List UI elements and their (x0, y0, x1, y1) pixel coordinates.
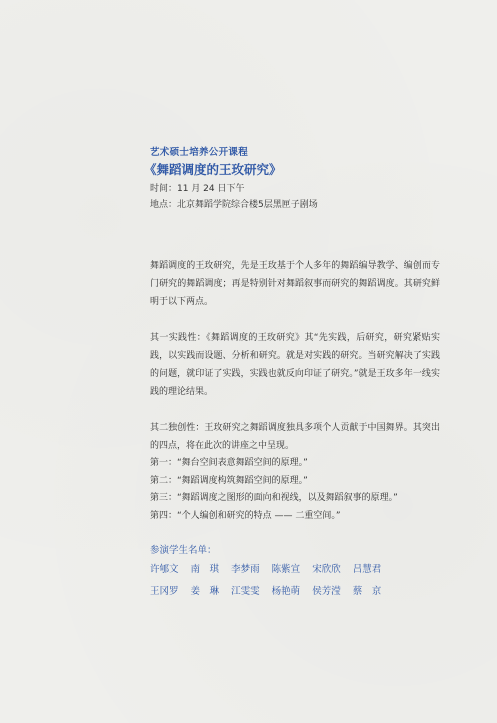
student-name: 姜 琳 (190, 586, 220, 597)
students-label: 参演学生名单： (150, 545, 217, 556)
event-time: 时间：11 月 24 日下午 (150, 184, 245, 194)
point-item: 第一：“舞台空间表意舞蹈空间的原理。” (150, 458, 308, 468)
student-name: 宋欣欣 (312, 564, 341, 575)
student-name: 许郇文 (150, 564, 179, 575)
points-list (150, 455, 440, 525)
point-item: 第三：“舞蹈调度之图形的面向和视线，以及舞蹈叙事的原理。” (150, 493, 398, 503)
student-name: 江雯雯 (231, 586, 260, 597)
student-name: 南 琪 (190, 564, 220, 575)
students-row-2 (150, 581, 440, 603)
intro-paragraph: 舞蹈调度的王玫研究，先是王玫基于个人多年的舞蹈编导教学、编创而专门研究的舞蹈调度；再是特别针对舞蹈叙事而研究的舞蹈调度。其研究鲜明于以下两点。 (150, 261, 440, 307)
student-name: 李梦雨 (231, 564, 260, 575)
student-name: 杨艳萌 (271, 586, 301, 597)
lecture-title: 《舞蹈调度的王玫研究》 (144, 162, 282, 177)
student-name: 王冈罗 (150, 586, 179, 597)
student-name: 蔡 京 (352, 586, 382, 597)
originality-paragraph: 其二独创性：王玫研究之舞蹈调度独具多项个人贡献于中国舞界。其突出的四点，将在此次的讲座之中呈现。 (150, 423, 440, 451)
event-meta (150, 181, 440, 213)
practice-paragraph: 其一实践性：《舞蹈调度的王玫研究》其“先实践，后研究，研究紧贴实践，以实践而设题、分析和研究。就是对实践的研究。当研究解决了实践的问题，就印证了实践，实践也就反向印证了研究。”就是王玫多年一线实践的理论结果。 (150, 333, 440, 397)
course-subtitle: 艺术硕士培养公开课程 (150, 147, 249, 158)
point-item: 第二：“舞蹈调度构筑舞蹈空间的原理。” (150, 475, 308, 486)
students-row-1 (150, 559, 440, 581)
document-content (144, 146, 440, 603)
student-name: 侯芳滢 (312, 586, 341, 597)
point-item: 第四：“个人编创和研究的特点 —— 二重空间。” (150, 510, 341, 521)
student-name: 陈紫宣 (271, 564, 301, 575)
event-location: 地点：北京舞蹈学院综合楼5层黑匣子剧场 (150, 200, 318, 210)
student-name: 吕慧君 (352, 564, 382, 575)
